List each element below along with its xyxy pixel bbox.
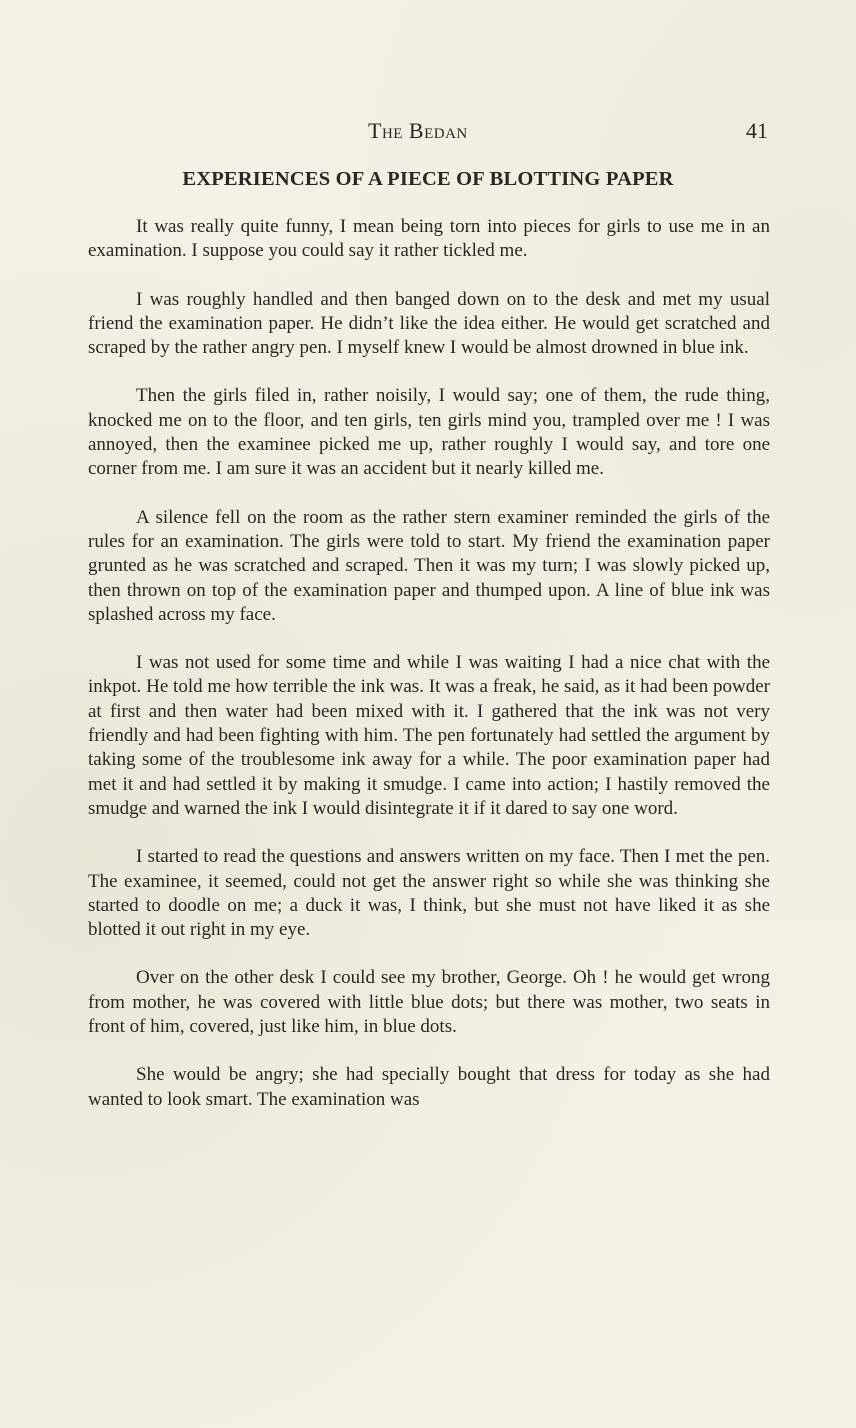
paragraph-6: I started to read the questions and answers written on my face. Then I met the pen. The examinee, it seemed, could not get the answer right so while she was thinking she started to doodle on me; a duck it was, I think, but she must not have liked it as she blotted it out right in my eye. xyxy=(88,846,770,941)
running-title: The Bedan xyxy=(368,118,468,143)
paragraph-7: Over on the other desk I could see my brother, George. Oh ! he would get wrong from mother, he was covered with little blue dots; but there was mother, two seats in front of him, covered, just like him, in blue dots. xyxy=(88,967,770,1038)
page-number: 41 xyxy=(746,118,768,143)
paragraph-4: A silence fell on the room as the rather stern examiner reminded the girls of the rules for an examination. The girls were told to start. My friend the examination paper grunted as he was scratched and scraped. Then it was my turn; I was slowly picked up, then thrown on top of the examination paper and thumped upon. A line of blue ink was splashed across my face. xyxy=(88,506,770,625)
paragraph-8: She would be angry; she had specially bought that dress for today as she had wanted to look smart. The examination was xyxy=(88,1064,770,1110)
paragraph-3: Then the girls filed in, rather noisily, I would say; one of them, the rude thing, knocked me on to the floor, and ten girls, ten girls mind you, trampled over me ! I was annoyed, then the examinee picked me up, rather roughly I would say, and tore one corner from me. I am sure it was an accident but it nearly killed me. xyxy=(88,385,770,480)
paragraph-5: I was not used for some time and while I was waiting I had a nice chat with the inkpot. He told me how terrible the ink was. It was a freak, he said, as it had been powder at first and then water had been mixed with it. I gathered that the ink was not very friendly and had been fighting with him. The pen fortunately had settled the argument by taking some of the troublesome ink away for a while. The poor examination paper had met it and had settled it by making it smudge. I came into action; I hastily removed the smudge and warned the ink I would disintegrate it if it dared to say one word. xyxy=(88,652,770,819)
running-header xyxy=(88,118,768,148)
article-body xyxy=(88,215,770,1136)
paragraph-1: It was really quite funny, I mean being torn into pieces for girls to use me in an examination. I suppose you could say it rather tickled me. xyxy=(88,216,770,262)
paragraph-2: I was roughly handled and then banged down on to the desk and met my usual friend the examination paper. He didn’t like the idea either. He would get scratched and scraped by the rather angry pen. I myself knew I would be almost drowned in blue ink. xyxy=(88,288,770,359)
article-title: EXPERIENCES OF A PIECE OF BLOTTING PAPER xyxy=(182,168,674,190)
